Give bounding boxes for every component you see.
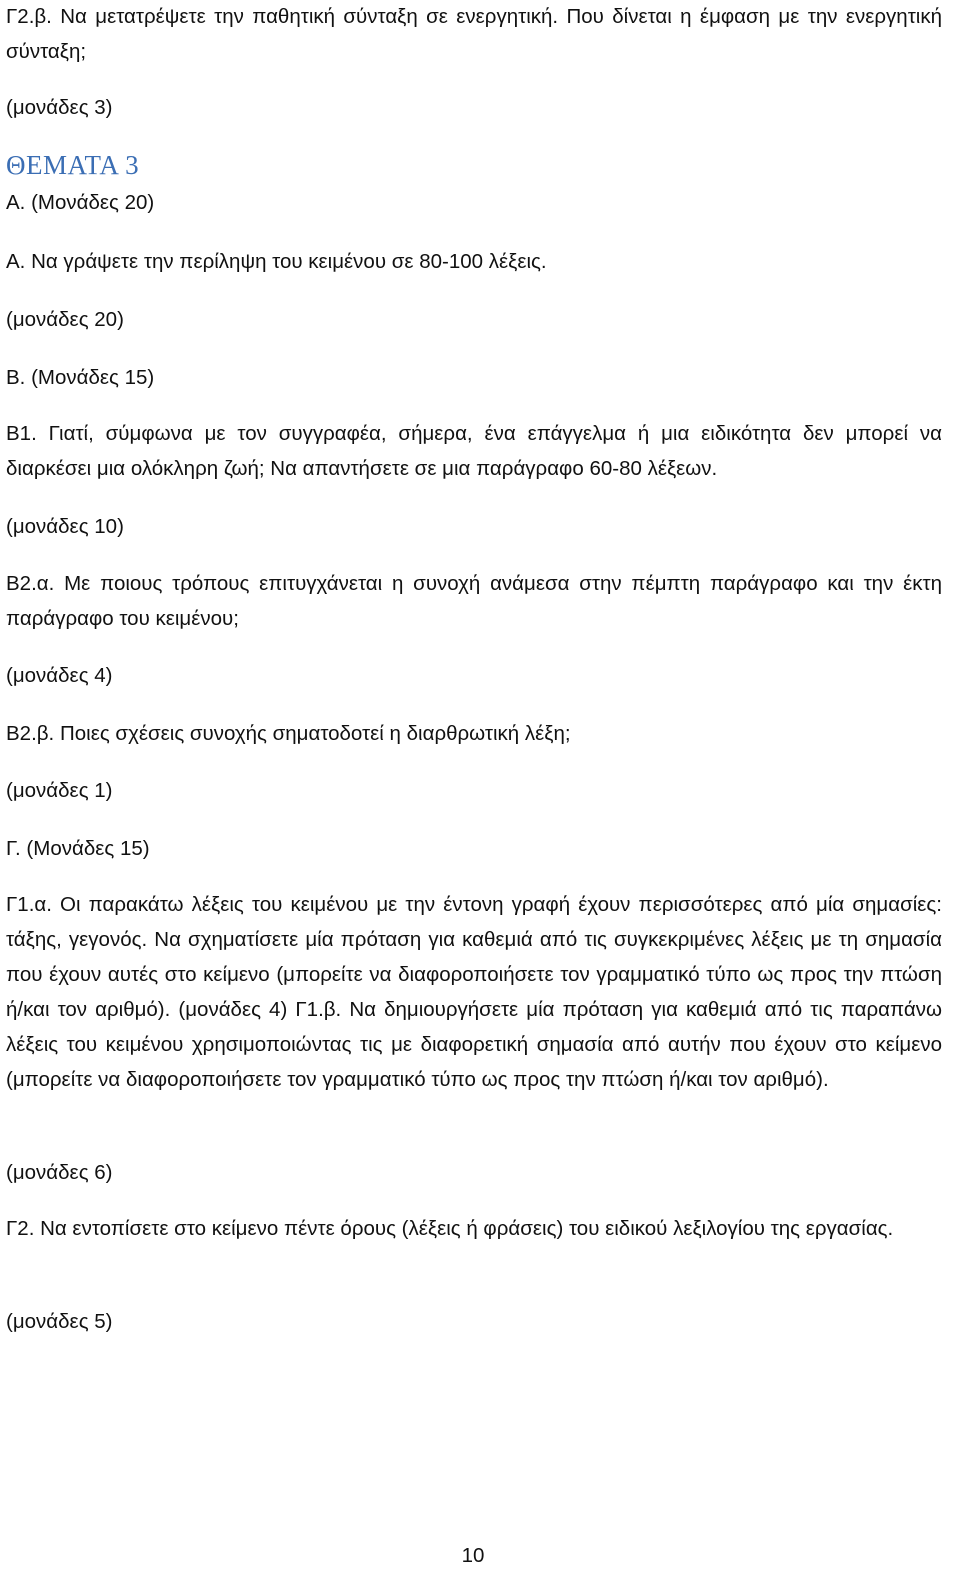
header-g: Γ. (Μονάδες 15)	[6, 837, 150, 860]
question-b1: Β1. Γιατί, σύμφωνα με τον συγγραφέα, σήμερα, ένα επάγγελμα ή μια ειδικότητα δεν μπορεί να διαρκέσει μια ολόκληρη ζωή; Να απαντήσετε σε μια παράγραφο 60-80 λέξεων.	[6, 422, 942, 480]
question-b2b: Β2.β. Ποιες σχέσεις συνοχής σηματοδοτεί η διαρθρωτική λέξη;	[6, 722, 571, 745]
points-b1: (μονάδες 10)	[6, 515, 124, 538]
question-a: Α. Να γράψετε την περίληψη του κειμένου σε 80-100 λέξεις.	[6, 250, 547, 273]
question-g2: Γ2. Να εντοπίσετε στο κείμενο πέντε όρους (λέξεις ή φράσεις) του ειδικού λεξιλογίου της εργασίας.	[6, 1217, 894, 1240]
points-b2b: (μονάδες 1)	[6, 779, 113, 802]
header-a: Α. (Μονάδες 20)	[6, 191, 155, 214]
section-heading: ΘΕΜΑΤΑ 3	[6, 150, 140, 180]
question-b2a: Β2.α. Με ποιους τρόπους επιτυγχάνεται η συνοχή ανάμεσα στην πέμπτη παράγραφο και την έκτη παράγραφο του κειμένου;	[6, 572, 942, 630]
page-number: 10	[461, 1544, 485, 1567]
points-b2a: (μονάδες 4)	[6, 664, 113, 687]
points-a: (μονάδες 20)	[6, 308, 124, 331]
question-g2b: Γ2.β. Να μετατρέψετε την παθητική σύνταξη σε ενεργητική. Που δίνεται η έμφαση με την ενεργητική σύνταξη;	[6, 5, 942, 63]
points-g1b: (μονάδες 6)	[6, 1161, 113, 1184]
points-g2: (μονάδες 5)	[6, 1310, 113, 1333]
header-b: Β. (Μονάδες 15)	[6, 366, 155, 389]
paragraph-g1: Γ1.α. Οι παρακάτω λέξεις του κειμένου με την έντονη γραφή έχουν περισσότερες από μία σημασίες: τάξης, γεγονός. Να σχηματίσετε μία πρόταση για καθεμιά από τις συγκεκριμένες λέξεις με τη σημασία που έχουν αυτές στο κείμενο (μπορείτε να διαφοροποιήσετε τον γραμματικό τύπο ως προς την πτώση ή/και τον αριθμό). (μονάδες 4) Γ1.β. Να δημιουργήσετε μία πρόταση για καθεμιά από τις παραπάνω λέξεις του κειμένου χρησιμοποιώντας τις με διαφορετική σημασία από αυτήν που έχουν στο κείμενο (μπορείτε να διαφοροποιήσετε τον γραμματικό τύπο ως προς την πτώση ή/και τον αριθμό).	[6, 893, 942, 1091]
points-g2b: (μονάδες 3)	[6, 96, 113, 119]
